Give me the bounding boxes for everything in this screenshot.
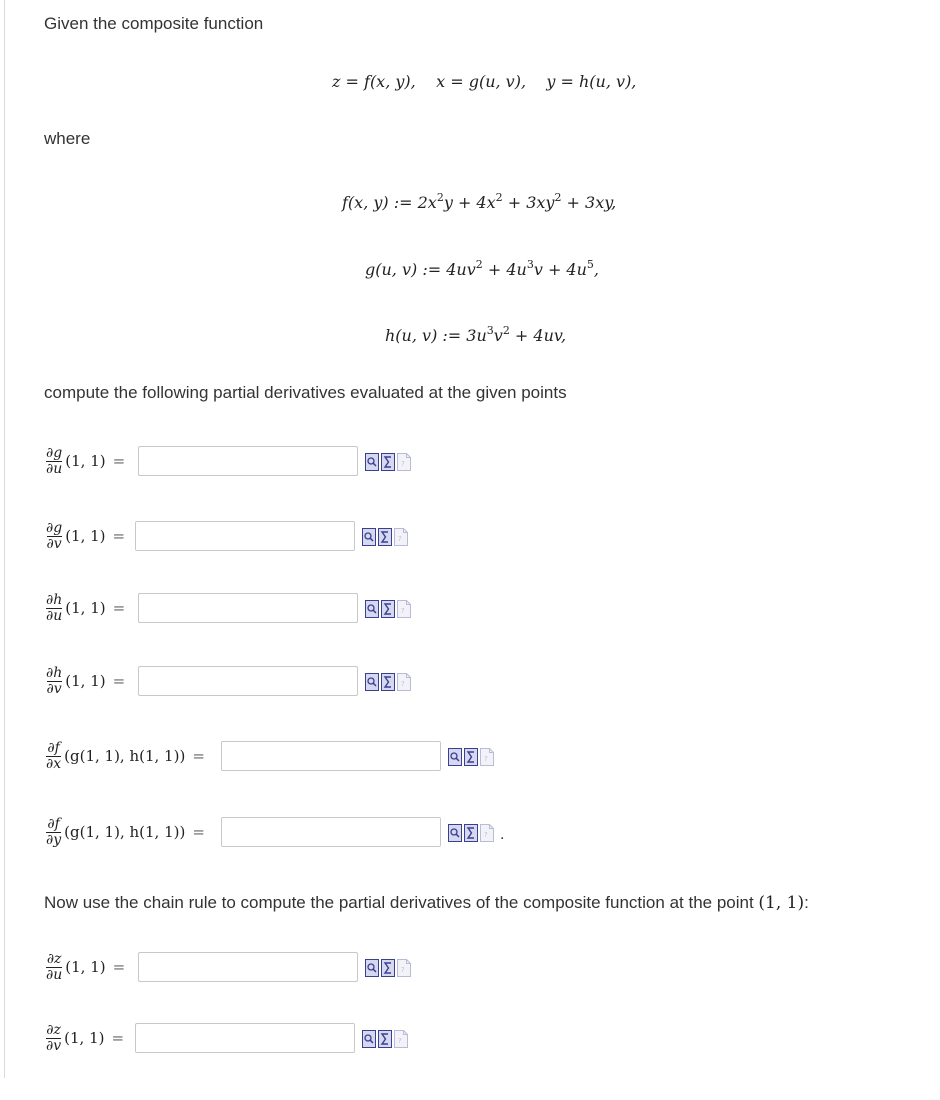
equals-sign: = — [192, 823, 205, 841]
h-term: v — [493, 326, 503, 345]
frac-denominator: ∂v — [46, 680, 62, 697]
y-rhs: h(u, v), — [579, 72, 637, 91]
g-exp: 2 — [475, 258, 483, 271]
frac-denominator: ∂v — [46, 535, 62, 552]
h-term: + 4uv, — [509, 326, 567, 345]
svg-text:?: ? — [401, 966, 405, 974]
equals-sign: = — [112, 599, 126, 617]
h-lhs: h(u, v) := — [385, 326, 467, 345]
given-text: Given the composite function — [44, 14, 264, 33]
equation-editor-icon[interactable] — [381, 959, 395, 977]
answer-tools — [365, 600, 411, 618]
question-argument: (1, 1) — [65, 452, 106, 470]
preview-icon[interactable] — [448, 824, 462, 842]
answer-input-dh-dv[interactable] — [138, 666, 358, 696]
help-document-icon[interactable] — [397, 959, 411, 977]
equals-sign: = — [111, 1029, 125, 1047]
f-exp: 2 — [436, 191, 444, 204]
question-label — [46, 950, 125, 984]
y-symbol: y — [546, 72, 556, 91]
frac-denominator: ∂v — [46, 1037, 62, 1054]
frac-numerator: ∂z — [46, 950, 62, 967]
equals-sign: = — [112, 958, 126, 976]
equation-editor-icon[interactable] — [464, 748, 478, 766]
svg-text:?: ? — [484, 831, 488, 839]
question-df-dx — [46, 739, 205, 773]
help-document-icon[interactable] — [397, 453, 411, 471]
f-term: 2x — [417, 193, 437, 212]
svg-text:?: ? — [398, 1037, 402, 1045]
chain-point: (1, 1) — [758, 893, 805, 913]
composite-definition: z = f(x, y), x = g(u, v), y = h(u, v), — [332, 72, 637, 91]
preview-icon[interactable] — [365, 600, 379, 618]
preview-icon[interactable] — [365, 959, 379, 977]
question-dz-dv — [46, 1021, 124, 1055]
question-dg-dv — [46, 519, 125, 553]
help-document-icon[interactable] — [394, 528, 408, 546]
g-term: 4uv — [446, 260, 476, 279]
equals-sign: = — [112, 672, 126, 690]
g-definition — [0, 260, 940, 279]
chain-rule-text — [44, 893, 809, 913]
question-argument: (g(1, 1), h(1, 1)) — [64, 747, 186, 765]
answer-input-dg-dv[interactable] — [135, 521, 355, 551]
answer-tools — [362, 1030, 408, 1048]
g-lhs: g(u, v) := — [365, 260, 447, 279]
frac-numerator: ∂f — [47, 739, 60, 756]
question-argument: (1, 1) — [65, 958, 106, 976]
question-dg-du — [46, 444, 125, 478]
preview-icon[interactable] — [365, 673, 379, 691]
answer-tools — [362, 528, 408, 546]
h-exp: 3 — [486, 324, 494, 337]
preview-icon[interactable] — [365, 453, 379, 471]
equation-editor-icon[interactable] — [381, 453, 395, 471]
question-df-dy — [46, 815, 205, 849]
trailing-period: . — [500, 826, 505, 843]
question-dh-dv — [46, 664, 125, 698]
f-exp: 2 — [554, 191, 562, 204]
help-document-icon[interactable] — [480, 748, 494, 766]
answer-input-dz-du[interactable] — [138, 952, 358, 982]
x-symbol: x — [436, 72, 446, 91]
question-label — [46, 519, 125, 553]
answer-input-df-dy[interactable] — [221, 817, 441, 847]
frac-denominator: ∂y — [46, 831, 62, 848]
equals-sign: = — [192, 747, 205, 765]
preview-icon[interactable] — [362, 1030, 376, 1048]
z-rhs: f(x, y), — [364, 72, 416, 91]
question-label — [46, 739, 205, 773]
answer-tools — [365, 959, 411, 977]
chain-rule-sentence: Now use the chain rule to compute the partial derivatives of the composite function at the point — [44, 893, 754, 912]
answer-tools — [365, 673, 411, 691]
question-dh-du — [46, 591, 125, 625]
left-border — [4, 0, 5, 1078]
equation-editor-icon[interactable] — [378, 528, 392, 546]
svg-text:?: ? — [401, 607, 405, 615]
question-label — [46, 591, 125, 625]
compute-text: compute the following partial derivatives evaluated at the given points — [44, 383, 567, 402]
frac-numerator: ∂h — [46, 664, 63, 681]
f-exp: 2 — [495, 191, 503, 204]
equation-editor-icon[interactable] — [378, 1030, 392, 1048]
f-term: + 3xy, — [561, 193, 617, 212]
answer-tools — [448, 824, 494, 842]
equation-editor-icon[interactable] — [381, 673, 395, 691]
answer-input-dz-dv[interactable] — [135, 1023, 355, 1053]
question-argument: (1, 1) — [64, 1029, 105, 1047]
h-exp: 2 — [502, 324, 510, 337]
g-term: , — [593, 260, 600, 279]
g-exp: 5 — [586, 258, 594, 271]
svg-text:?: ? — [401, 680, 405, 688]
svg-text:?: ? — [401, 460, 405, 468]
help-document-icon[interactable] — [394, 1030, 408, 1048]
x-rhs: g(u, v), — [468, 72, 527, 91]
h-definition — [0, 326, 940, 345]
h-term: 3u — [466, 326, 487, 345]
preview-icon[interactable] — [448, 748, 462, 766]
question-dz-du — [46, 950, 125, 984]
g-term: v + 4u — [533, 260, 587, 279]
g-exp: 3 — [526, 258, 534, 271]
question-label — [46, 444, 125, 478]
frac-denominator: ∂u — [46, 460, 63, 477]
question-argument: (g(1, 1), h(1, 1)) — [64, 823, 186, 841]
z-symbol: z — [332, 72, 341, 91]
frac-denominator: ∂x — [46, 755, 62, 772]
frac-denominator: ∂u — [46, 966, 63, 983]
equation-editor-icon[interactable] — [381, 600, 395, 618]
f-lhs: f(x, y) := — [342, 193, 418, 212]
answer-input-df-dx[interactable] — [221, 741, 441, 771]
equals-sign: = — [112, 452, 126, 470]
question-argument: (1, 1) — [65, 527, 106, 545]
answer-input-dh-du[interactable] — [138, 593, 358, 623]
question-argument: (1, 1) — [65, 672, 106, 690]
frac-denominator: ∂u — [46, 607, 63, 624]
preview-icon[interactable] — [362, 528, 376, 546]
frac-numerator: ∂h — [46, 591, 63, 608]
svg-text:?: ? — [398, 535, 402, 543]
help-document-icon[interactable] — [397, 600, 411, 618]
f-term: y + 4x — [443, 193, 496, 212]
f-definition — [0, 193, 940, 212]
frac-numerator: ∂z — [46, 1021, 61, 1038]
question-label — [46, 815, 205, 849]
chain-colon: : — [804, 893, 809, 912]
frac-numerator: ∂g — [46, 444, 63, 461]
answer-tools — [365, 453, 411, 471]
question-label — [46, 664, 125, 698]
frac-numerator: ∂g — [46, 519, 63, 536]
svg-text:?: ? — [484, 755, 488, 763]
question-label — [46, 1021, 124, 1055]
answer-tools — [448, 748, 494, 766]
help-document-icon[interactable] — [480, 824, 494, 842]
answer-input-dg-du[interactable] — [138, 446, 358, 476]
help-document-icon[interactable] — [397, 673, 411, 691]
equals-sign: = — [112, 527, 126, 545]
where-text: where — [44, 129, 91, 148]
g-term: + 4u — [482, 260, 527, 279]
question-argument: (1, 1) — [65, 599, 106, 617]
f-term: + 3xy — [502, 193, 555, 212]
frac-numerator: ∂f — [47, 815, 60, 832]
equation-editor-icon[interactable] — [464, 824, 478, 842]
